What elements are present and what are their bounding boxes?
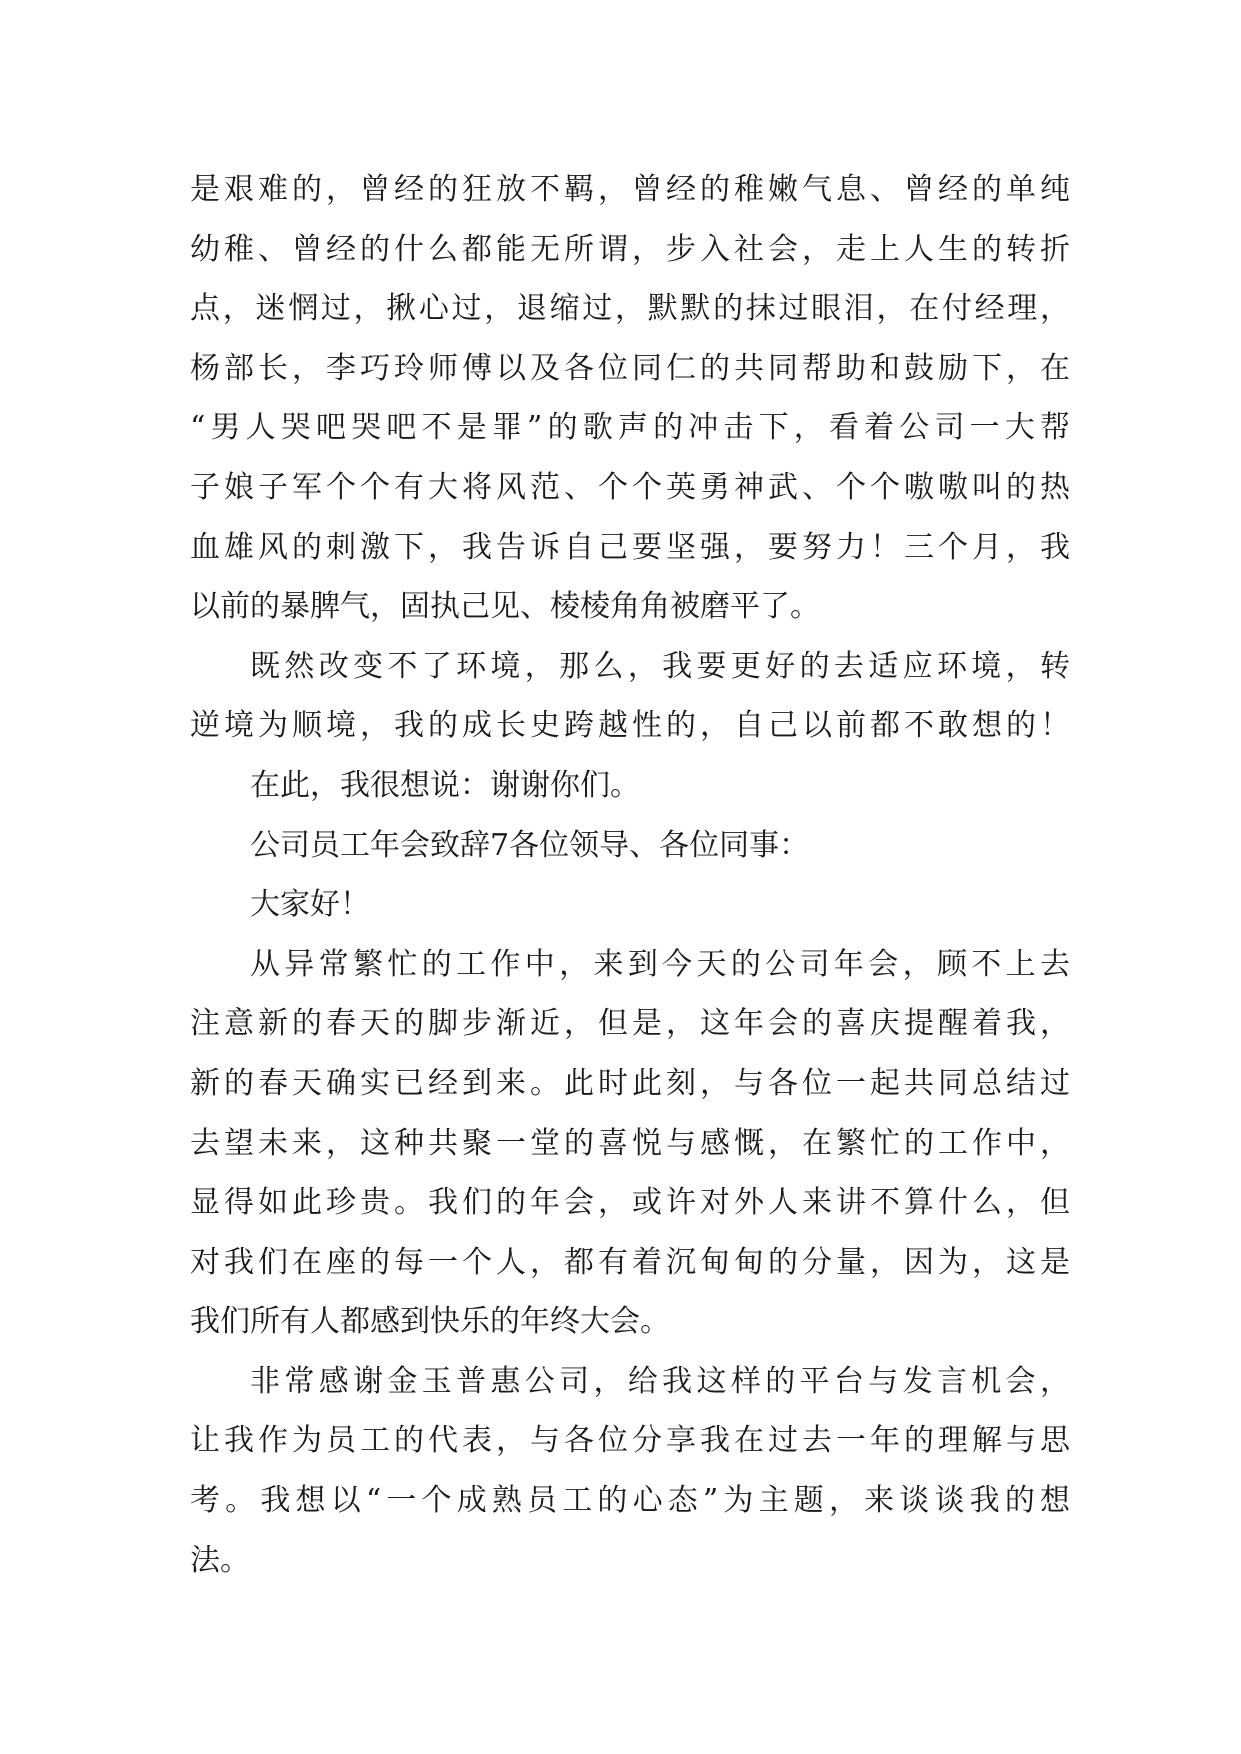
text-line: 幼稚、曾经的什么都能无所谓，步入社会，走上人生的转折 [190,231,1070,267]
text-line: 显得如此珍贵。我们的年会，或许对外人来讲不算什么，但 [190,1185,1070,1221]
text-line: 血雄风的刺激下，我告诉自己要坚强，要努力！三个月，我 [190,529,1070,565]
text-line: 去望未来，这种共聚一堂的喜悦与感慨，在繁忙的工作中， [190,1125,1070,1161]
text-line: 以前的暴脾气，固执己见、棱棱角角被磨平了。 [190,589,820,625]
text-line: 从异常繁忙的工作中，来到今天的公司年会，顾不上去 [250,946,1070,982]
text-line: 法。 [190,1542,250,1578]
text-line: 逆境为顺境，我的成长史跨越性的，自己以前都不敢想的！ [190,708,1070,744]
text-line: 非常感谢金玉普惠公司，给我这样的平台与发言机会， [250,1363,1070,1399]
text-line: 公司员工年会致辞7各位领导、各位同事： [250,827,810,863]
text-line: 子娘子军个个有大将风范、个个英勇神武、个个嗷嗷叫的热 [190,469,1070,505]
text-line: 杨部长，李巧玲师傅以及各位同仁的共同帮助和鼓励下，在 [190,350,1070,386]
text-line: “男人哭吧哭吧不是罪”的歌声的冲击下，看着公司一大帮 [190,410,1070,446]
text-line: 对我们在座的每一个人，都有着沉甸甸的分量，因为，这是 [190,1244,1070,1280]
text-line: 考。我想以“一个成熟员工的心态”为主题，来谈谈我的想 [190,1483,1070,1519]
text-line: 注意新的春天的脚步渐近，但是，这年会的喜庆提醒着我， [190,1006,1070,1042]
text-line: 是艰难的，曾经的狂放不羁，曾经的稚嫩气息、曾经的单纯 [190,172,1070,207]
text-line: 新的春天确实已经到来。此时此刻，与各位一起共同总结过 [190,1065,1070,1101]
text-line: 在此，我很想说：谢谢你们。 [250,767,640,803]
text-line: 大家好！ [250,887,370,923]
text-line: 点，迷惘过，揪心过，退缩过，默默的抹过眼泪，在付经理， [190,291,1070,327]
text-line: 既然改变不了环境，那么，我要更好的去适应环境，转 [250,648,1070,684]
document-body [190,160,1070,1590]
text-line: 让我作为员工的代表，与各位分享我在过去一年的理解与思 [190,1423,1070,1459]
text-line: 我们所有人都感到快乐的年终大会。 [190,1304,670,1340]
